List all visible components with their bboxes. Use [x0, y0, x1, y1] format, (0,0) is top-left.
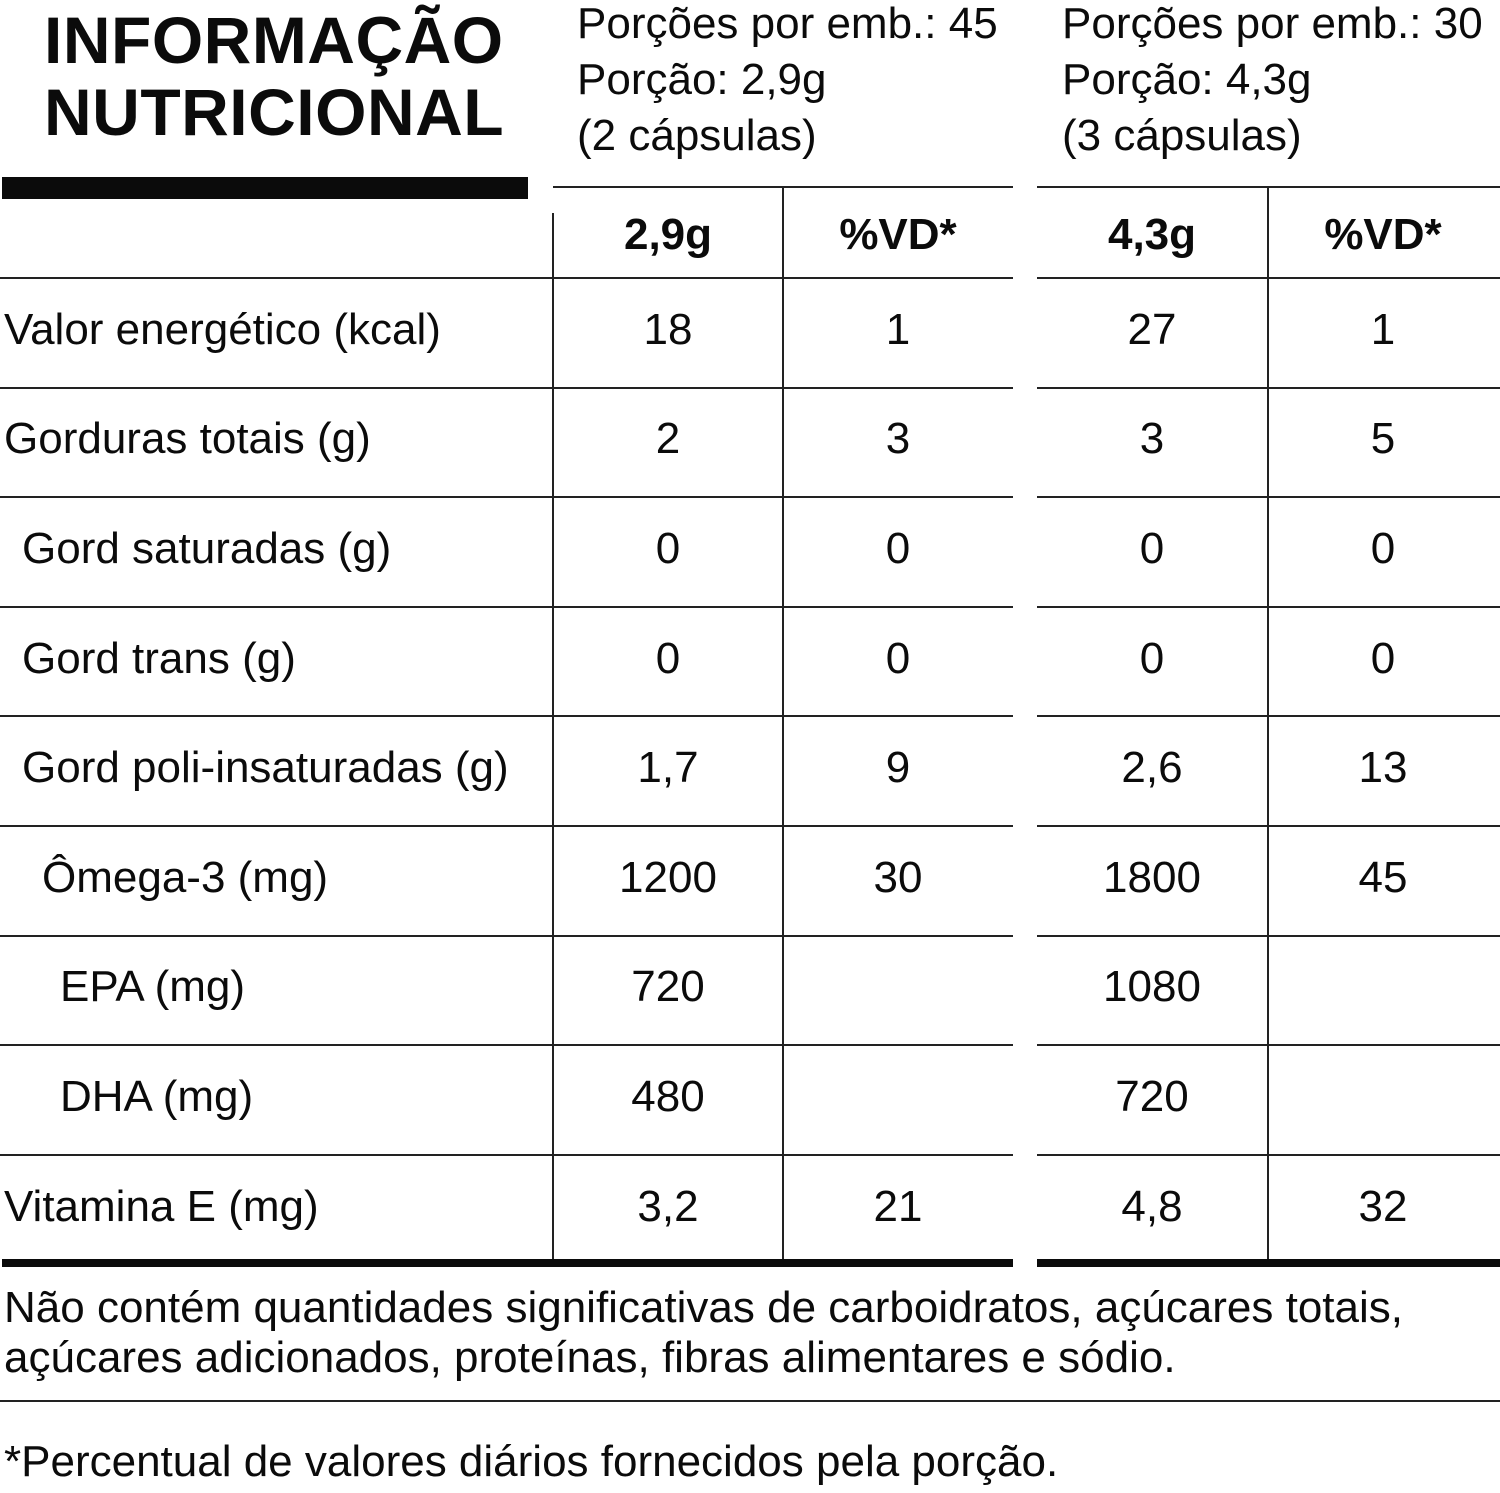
daily-value-cell: 0 — [885, 634, 911, 683]
not-significant-note — [4, 1283, 1403, 1383]
not-significant-line-1: Não contém quantidades significativas de carboidratos, açúcares totais, — [4, 1283, 1403, 1332]
daily-value-cell: 30 — [873, 853, 923, 902]
nutrient-label: Valor energético (kcal) — [4, 305, 441, 354]
row-divider — [0, 606, 1013, 608]
amount-cell: 3,2 — [637, 1182, 699, 1231]
page-title — [44, 4, 504, 148]
serving-info-2 — [1062, 0, 1483, 164]
portion-size-1: Porção: 2,9g — [577, 55, 827, 104]
amount-cell: 18 — [643, 305, 693, 354]
row-divider — [0, 496, 1013, 498]
daily-value-cell: 21 — [873, 1182, 923, 1231]
daily-value-cell: 0 — [1370, 634, 1396, 683]
daily-value-cell: 5 — [1370, 414, 1396, 463]
amount-cell: 0 — [1139, 524, 1165, 573]
nutrient-label: Gord trans (g) — [22, 634, 296, 683]
nutrient-label: Vitamina E (mg) — [4, 1182, 319, 1231]
row-divider — [0, 935, 1013, 937]
row-divider — [0, 1044, 1013, 1046]
daily-value-cell: 13 — [1358, 743, 1408, 792]
serving-info-1 — [577, 0, 998, 164]
amount-cell: 0 — [655, 634, 681, 683]
amount-cell: 1,7 — [637, 743, 699, 792]
title-line-2: NUTRICIONAL — [44, 75, 505, 149]
amount-cell: 1800 — [1103, 853, 1201, 902]
table-bottom-bar-1 — [2, 1259, 1013, 1267]
row-divider — [0, 1154, 1013, 1156]
title-line-1: INFORMAÇÃO — [44, 3, 504, 77]
nutrient-label: Ômega-3 (mg) — [42, 853, 329, 902]
nutrient-label: Gord saturadas (g) — [22, 524, 392, 573]
amount-cell: 27 — [1127, 305, 1177, 354]
daily-value-cell: 3 — [885, 414, 911, 463]
column-divider-vd1 — [782, 188, 784, 1263]
amount-cell: 2 — [655, 414, 681, 463]
servings-per-package-1: Porções por emb.: 45 — [577, 0, 998, 48]
amount-cell: 0 — [1139, 634, 1165, 683]
row-divider — [0, 387, 1013, 389]
column-header-vd-2: %VD* — [1324, 210, 1442, 259]
amount-cell: 720 — [1115, 1072, 1189, 1121]
row-divider — [0, 277, 1013, 279]
daily-value-cell: 1 — [1370, 305, 1396, 354]
nutrient-label: EPA (mg) — [60, 962, 246, 1011]
title-underline-bar — [2, 177, 528, 199]
amount-cell: 720 — [631, 962, 705, 1011]
amount-cell: 3 — [1139, 414, 1165, 463]
portion-size-2: Porção: 4,3g — [1062, 55, 1312, 104]
daily-value-cell: 45 — [1358, 853, 1408, 902]
table-bottom-bar-2 — [1037, 1259, 1500, 1267]
daily-value-cell: 9 — [885, 743, 911, 792]
column-divider-label — [552, 213, 554, 1263]
amount-cell: 1200 — [619, 853, 717, 902]
daily-value-cell: 32 — [1358, 1182, 1408, 1231]
amount-cell: 480 — [631, 1072, 705, 1121]
notes-divider — [0, 1400, 1500, 1402]
row-divider — [0, 825, 1013, 827]
amount-cell: 0 — [655, 524, 681, 573]
daily-value-cell: 0 — [1370, 524, 1396, 573]
nutrient-label: Gord poli-insaturadas (g) — [22, 743, 509, 792]
column-header-amount-1: 2,9g — [623, 210, 713, 259]
nutrient-label: DHA (mg) — [60, 1072, 254, 1121]
row-divider — [0, 715, 1013, 717]
nutrient-label: Gorduras totais (g) — [4, 414, 371, 463]
footnote: *Percentual de valores diários fornecidos pela porção. — [4, 1437, 1059, 1486]
daily-value-cell: 0 — [885, 524, 911, 573]
amount-cell: 2,6 — [1121, 743, 1183, 792]
servings-per-package-2: Porções por emb.: 30 — [1062, 0, 1483, 48]
amount-cell: 1080 — [1103, 962, 1201, 1011]
amount-cell: 4,8 — [1121, 1182, 1183, 1231]
not-significant-line-2: açúcares adicionados, proteínas, fibras alimentares e sódio. — [4, 1333, 1176, 1382]
capsule-count-1: (2 cápsulas) — [577, 111, 817, 160]
column-divider-vd2 — [1267, 188, 1269, 1263]
daily-value-cell: 1 — [885, 305, 911, 354]
capsule-count-2: (3 cápsulas) — [1062, 111, 1302, 160]
column-header-vd-1: %VD* — [839, 210, 957, 259]
column-header-amount-2: 4,3g — [1107, 210, 1197, 259]
